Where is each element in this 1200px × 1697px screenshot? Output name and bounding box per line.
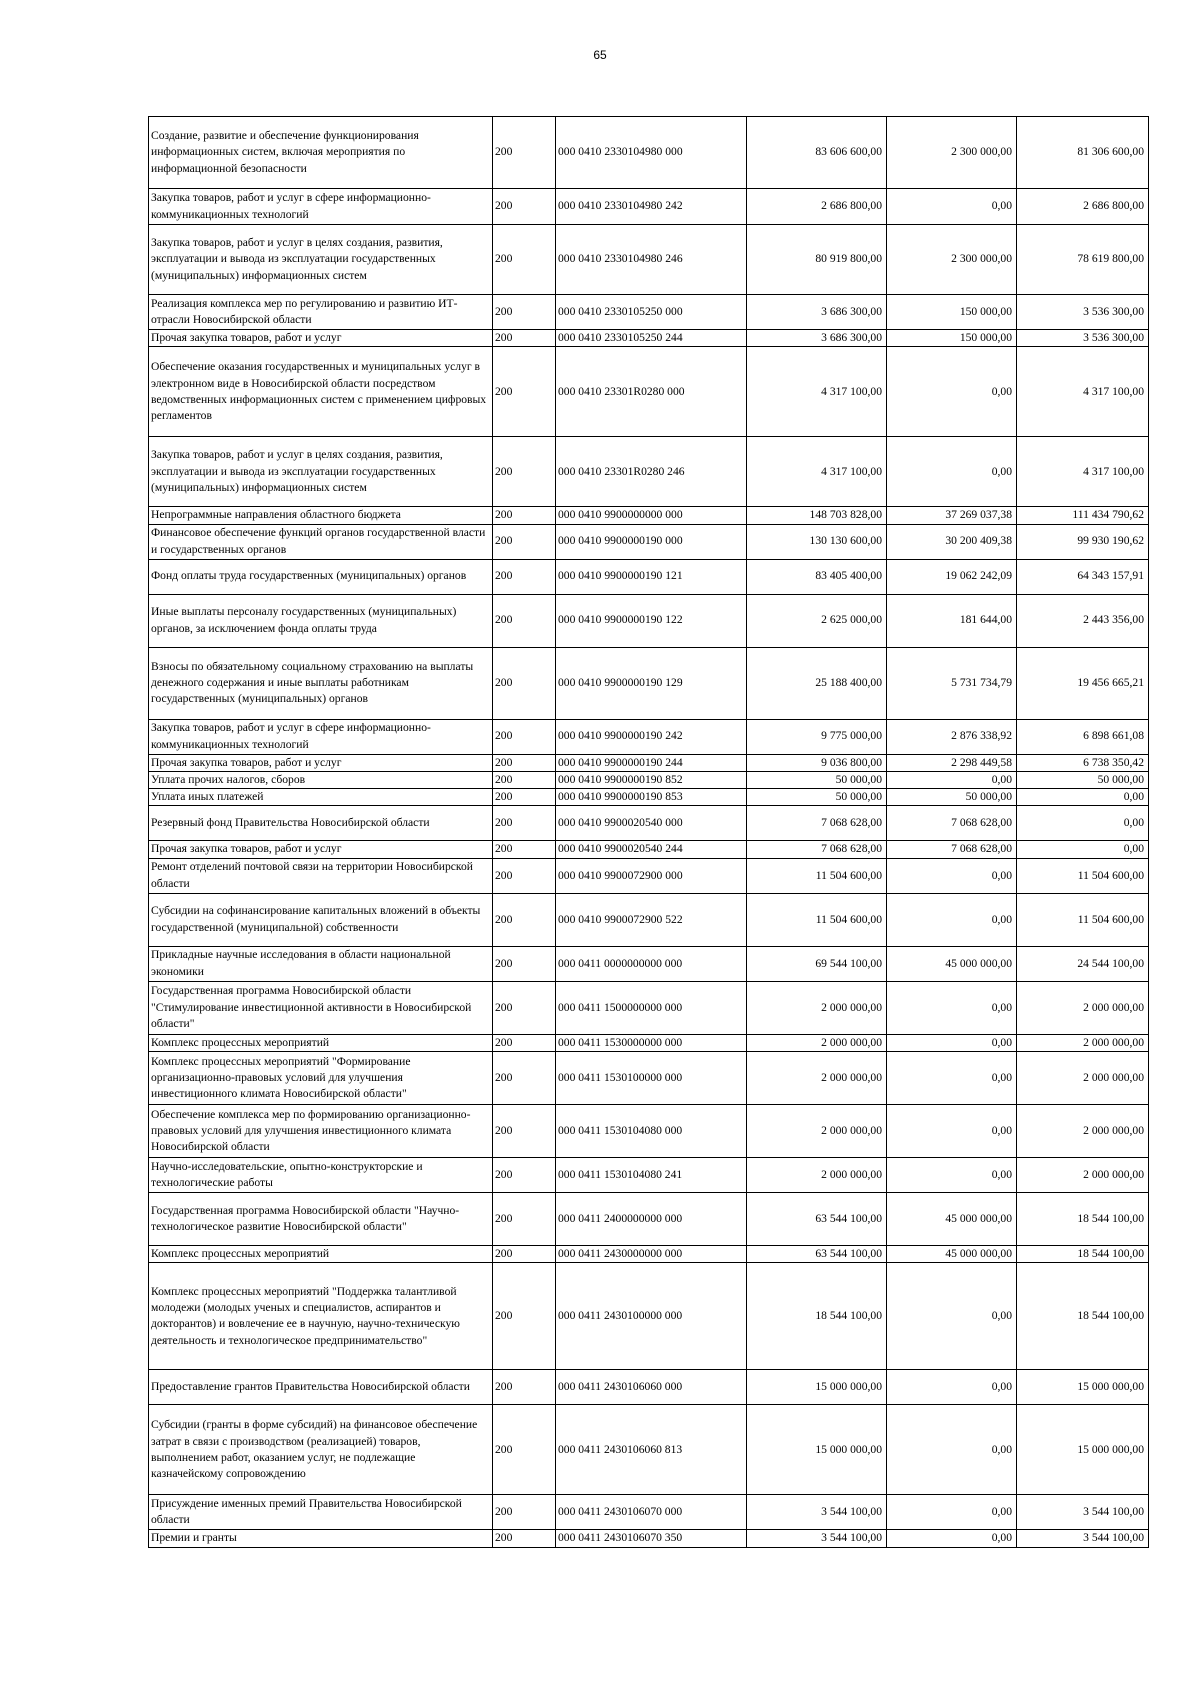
unexecuted-amount-cell: 3 536 300,00 xyxy=(1017,330,1149,347)
table-row xyxy=(149,771,1149,788)
classification-code-cell: 000 0410 9900072900 000 xyxy=(556,858,747,893)
classification-code-cell: 000 0410 9900000190 000 xyxy=(556,524,747,559)
table-row xyxy=(149,1193,1149,1246)
approved-amount-cell: 148 703 828,00 xyxy=(747,507,887,524)
approved-amount-cell: 2 000 000,00 xyxy=(747,1105,887,1158)
classification-code-cell: 000 0411 2430106060 000 xyxy=(556,1370,747,1405)
executed-amount-cell: 150 000,00 xyxy=(887,295,1017,330)
executed-amount-cell: 0,00 xyxy=(887,189,1017,225)
line-code-cell: 200 xyxy=(493,507,556,524)
table-row xyxy=(149,1158,1149,1193)
approved-amount-cell: 15 000 000,00 xyxy=(747,1405,887,1495)
classification-code-cell: 000 0410 9900000190 122 xyxy=(556,594,747,647)
table-row xyxy=(149,1405,1149,1495)
approved-amount-cell: 7 068 628,00 xyxy=(747,841,887,858)
approved-amount-cell: 130 130 600,00 xyxy=(747,524,887,559)
table-row xyxy=(149,117,1149,189)
approved-amount-cell: 63 544 100,00 xyxy=(747,1193,887,1246)
approved-amount-cell: 9 036 800,00 xyxy=(747,754,887,771)
classification-code-cell: 000 0410 2330105250 000 xyxy=(556,295,747,330)
executed-amount-cell: 19 062 242,09 xyxy=(887,559,1017,594)
classification-code-cell: 000 0410 2330104980 246 xyxy=(556,225,747,295)
table-row xyxy=(149,841,1149,858)
expense-name-cell: Прочая закупка товаров, работ и услуг xyxy=(149,841,493,858)
table-row xyxy=(149,893,1149,946)
executed-amount-cell: 0,00 xyxy=(887,1370,1017,1405)
classification-code-cell: 000 0410 2330105250 244 xyxy=(556,330,747,347)
unexecuted-amount-cell: 3 544 100,00 xyxy=(1017,1530,1149,1547)
classification-code-cell: 000 0411 2430100000 000 xyxy=(556,1263,747,1370)
classification-code-cell: 000 0410 9900000190 853 xyxy=(556,789,747,806)
executed-amount-cell: 0,00 xyxy=(887,1405,1017,1495)
executed-amount-cell: 2 300 000,00 xyxy=(887,117,1017,189)
classification-code-cell: 000 0410 9900000190 852 xyxy=(556,771,747,788)
table-row xyxy=(149,647,1149,719)
line-code-cell: 200 xyxy=(493,806,556,841)
executed-amount-cell: 45 000 000,00 xyxy=(887,1193,1017,1246)
line-code-cell: 200 xyxy=(493,1052,556,1105)
unexecuted-amount-cell: 4 317 100,00 xyxy=(1017,347,1149,437)
classification-code-cell: 000 0410 9900020540 000 xyxy=(556,806,747,841)
unexecuted-amount-cell: 4 317 100,00 xyxy=(1017,437,1149,507)
unexecuted-amount-cell: 3 544 100,00 xyxy=(1017,1495,1149,1530)
expense-name-cell: Государственная программа Новосибирской области "Научно-технологическое развитие Новосибирской области" xyxy=(149,1193,493,1246)
approved-amount-cell: 4 317 100,00 xyxy=(747,437,887,507)
expense-name-cell: Прочая закупка товаров, работ и услуг xyxy=(149,330,493,347)
approved-amount-cell: 50 000,00 xyxy=(747,789,887,806)
classification-code-cell: 000 0411 1500000000 000 xyxy=(556,981,747,1034)
unexecuted-amount-cell: 2 000 000,00 xyxy=(1017,1052,1149,1105)
table-row xyxy=(149,507,1149,524)
unexecuted-amount-cell: 11 504 600,00 xyxy=(1017,858,1149,893)
line-code-cell: 200 xyxy=(493,594,556,647)
line-code-cell: 200 xyxy=(493,524,556,559)
expense-name-cell: Ремонт отделений почтовой связи на территории Новосибирской области xyxy=(149,858,493,893)
approved-amount-cell: 50 000,00 xyxy=(747,771,887,788)
executed-amount-cell: 30 200 409,38 xyxy=(887,524,1017,559)
executed-amount-cell: 2 300 000,00 xyxy=(887,225,1017,295)
unexecuted-amount-cell: 2 000 000,00 xyxy=(1017,981,1149,1034)
expense-name-cell: Обеспечение оказания государственных и муниципальных услуг в электронном виде в Новосибирской области посредством ведомственных информационных систем с применением цифровых регламентов xyxy=(149,347,493,437)
classification-code-cell: 000 0410 9900000190 129 xyxy=(556,647,747,719)
executed-amount-cell: 7 068 628,00 xyxy=(887,841,1017,858)
table-row xyxy=(149,559,1149,594)
expense-name-cell: Научно-исследовательские, опытно-конструкторские и технологические работы xyxy=(149,1158,493,1193)
classification-code-cell: 000 0410 9900000190 121 xyxy=(556,559,747,594)
table-row xyxy=(149,1370,1149,1405)
line-code-cell: 200 xyxy=(493,771,556,788)
table-row xyxy=(149,789,1149,806)
expense-name-cell: Комплекс процессных мероприятий xyxy=(149,1034,493,1051)
line-code-cell: 200 xyxy=(493,858,556,893)
unexecuted-amount-cell: 81 306 600,00 xyxy=(1017,117,1149,189)
expense-name-cell: Прочая закупка товаров, работ и услуг xyxy=(149,754,493,771)
expense-name-cell: Уплата прочих налогов, сборов xyxy=(149,771,493,788)
unexecuted-amount-cell: 2 000 000,00 xyxy=(1017,1034,1149,1051)
expense-name-cell: Премии и гранты xyxy=(149,1530,493,1547)
line-code-cell: 200 xyxy=(493,1263,556,1370)
line-code-cell: 200 xyxy=(493,1370,556,1405)
executed-amount-cell: 0,00 xyxy=(887,1105,1017,1158)
approved-amount-cell: 2 625 000,00 xyxy=(747,594,887,647)
line-code-cell: 200 xyxy=(493,225,556,295)
table-row xyxy=(149,225,1149,295)
approved-amount-cell: 2 000 000,00 xyxy=(747,1158,887,1193)
line-code-cell: 200 xyxy=(493,1034,556,1051)
table-row xyxy=(149,1495,1149,1530)
classification-code-cell: 000 0410 9900000190 244 xyxy=(556,754,747,771)
line-code-cell: 200 xyxy=(493,1246,556,1263)
approved-amount-cell: 9 775 000,00 xyxy=(747,719,887,754)
expense-name-cell: Взносы по обязательному социальному страхованию на выплаты денежного содержания и иные выплаты работникам государственных (муниципальных) органов xyxy=(149,647,493,719)
expense-name-cell: Иные выплаты персоналу государственных (муниципальных) органов, за исключением фонда оплаты труда xyxy=(149,594,493,647)
executed-amount-cell: 2 876 338,92 xyxy=(887,719,1017,754)
executed-amount-cell: 0,00 xyxy=(887,1263,1017,1370)
unexecuted-amount-cell: 15 000 000,00 xyxy=(1017,1370,1149,1405)
expense-name-cell: Прикладные научные исследования в области национальной экономики xyxy=(149,946,493,981)
classification-code-cell: 000 0410 9900072900 522 xyxy=(556,893,747,946)
table-row xyxy=(149,437,1149,507)
classification-code-cell: 000 0411 2430000000 000 xyxy=(556,1246,747,1263)
expense-name-cell: Закупка товаров, работ и услуг в целях создания, развития, эксплуатации и вывода из эксплуатации государственных (муниципальных) информационных систем xyxy=(149,225,493,295)
approved-amount-cell: 7 068 628,00 xyxy=(747,806,887,841)
expense-name-cell: Государственная программа Новосибирской области "Стимулирование инвестиционной активности в Новосибирской области" xyxy=(149,981,493,1034)
unexecuted-amount-cell: 11 504 600,00 xyxy=(1017,893,1149,946)
expense-name-cell: Создание, развитие и обеспечение функционирования информационных систем, включая мероприятия по информационной безопасности xyxy=(149,117,493,189)
unexecuted-amount-cell: 2 443 356,00 xyxy=(1017,594,1149,647)
executed-amount-cell: 0,00 xyxy=(887,981,1017,1034)
unexecuted-amount-cell: 2 000 000,00 xyxy=(1017,1158,1149,1193)
classification-code-cell: 000 0411 2430106070 000 xyxy=(556,1495,747,1530)
line-code-cell: 200 xyxy=(493,1158,556,1193)
unexecuted-amount-cell: 64 343 157,91 xyxy=(1017,559,1149,594)
table-row xyxy=(149,1530,1149,1547)
executed-amount-cell: 0,00 xyxy=(887,1158,1017,1193)
executed-amount-cell: 50 000,00 xyxy=(887,789,1017,806)
line-code-cell: 200 xyxy=(493,295,556,330)
classification-code-cell: 000 0411 0000000000 000 xyxy=(556,946,747,981)
classification-code-cell: 000 0411 1530104080 000 xyxy=(556,1105,747,1158)
approved-amount-cell: 15 000 000,00 xyxy=(747,1370,887,1405)
table-row xyxy=(149,1034,1149,1051)
line-code-cell: 200 xyxy=(493,754,556,771)
executed-amount-cell: 45 000 000,00 xyxy=(887,1246,1017,1263)
line-code-cell: 200 xyxy=(493,1193,556,1246)
page-number: 65 xyxy=(593,48,607,62)
unexecuted-amount-cell: 0,00 xyxy=(1017,806,1149,841)
executed-amount-cell: 0,00 xyxy=(887,347,1017,437)
budget-execution-table xyxy=(148,116,1149,1548)
expense-name-cell: Непрограммные направления областного бюджета xyxy=(149,507,493,524)
unexecuted-amount-cell: 18 544 100,00 xyxy=(1017,1246,1149,1263)
expense-name-cell: Уплата иных платежей xyxy=(149,789,493,806)
approved-amount-cell: 2 000 000,00 xyxy=(747,1034,887,1051)
classification-code-cell: 000 0410 9900000190 242 xyxy=(556,719,747,754)
approved-amount-cell: 3 686 300,00 xyxy=(747,330,887,347)
executed-amount-cell: 0,00 xyxy=(887,1495,1017,1530)
line-code-cell: 200 xyxy=(493,946,556,981)
line-code-cell: 200 xyxy=(493,330,556,347)
classification-code-cell: 000 0411 1530104080 241 xyxy=(556,1158,747,1193)
table-body xyxy=(149,117,1149,1548)
expense-name-cell: Закупка товаров, работ и услуг в сфере информационно-коммуникационных технологий xyxy=(149,719,493,754)
approved-amount-cell: 4 317 100,00 xyxy=(747,347,887,437)
classification-code-cell: 000 0410 2330104980 242 xyxy=(556,189,747,225)
unexecuted-amount-cell: 50 000,00 xyxy=(1017,771,1149,788)
line-code-cell: 200 xyxy=(493,789,556,806)
classification-code-cell: 000 0411 2430106060 813 xyxy=(556,1405,747,1495)
line-code-cell: 200 xyxy=(493,1495,556,1530)
approved-amount-cell: 18 544 100,00 xyxy=(747,1263,887,1370)
executed-amount-cell: 150 000,00 xyxy=(887,330,1017,347)
executed-amount-cell: 0,00 xyxy=(887,1530,1017,1547)
executed-amount-cell: 0,00 xyxy=(887,1034,1017,1051)
expense-name-cell: Финансовое обеспечение функций органов государственной власти и государственных органов xyxy=(149,524,493,559)
expense-name-cell: Комплекс процессных мероприятий "Поддержка талантливой молодежи (молодых ученых и специалистов, аспирантов и докторантов) и вовлечение ее в научную, научно-техническую деятельность и технологическое предпринимательство" xyxy=(149,1263,493,1370)
line-code-cell: 200 xyxy=(493,559,556,594)
expense-name-cell: Резервный фонд Правительства Новосибирской области xyxy=(149,806,493,841)
approved-amount-cell: 63 544 100,00 xyxy=(747,1246,887,1263)
table-row xyxy=(149,981,1149,1034)
table-row xyxy=(149,754,1149,771)
table-row xyxy=(149,806,1149,841)
expense-name-cell: Обеспечение комплекса мер по формированию организационно-правовых условий для улучшения инвестиционного климата Новосибирской области xyxy=(149,1105,493,1158)
executed-amount-cell: 5 731 734,79 xyxy=(887,647,1017,719)
expense-name-cell: Комплекс процессных мероприятий xyxy=(149,1246,493,1263)
unexecuted-amount-cell: 0,00 xyxy=(1017,841,1149,858)
approved-amount-cell: 11 504 600,00 xyxy=(747,893,887,946)
approved-amount-cell: 3 544 100,00 xyxy=(747,1495,887,1530)
approved-amount-cell: 83 606 600,00 xyxy=(747,117,887,189)
table-row xyxy=(149,330,1149,347)
line-code-cell: 200 xyxy=(493,1105,556,1158)
classification-code-cell: 000 0410 23301R0280 246 xyxy=(556,437,747,507)
expense-name-cell: Комплекс процессных мероприятий "Формирование организационно-правовых условий для улучшения инвестиционного климата Новосибирской области" xyxy=(149,1052,493,1105)
approved-amount-cell: 25 188 400,00 xyxy=(747,647,887,719)
classification-code-cell: 000 0411 2400000000 000 xyxy=(556,1193,747,1246)
approved-amount-cell: 2 000 000,00 xyxy=(747,981,887,1034)
classification-code-cell: 000 0410 2330104980 000 xyxy=(556,117,747,189)
unexecuted-amount-cell: 24 544 100,00 xyxy=(1017,946,1149,981)
table-row xyxy=(149,189,1149,225)
unexecuted-amount-cell: 3 536 300,00 xyxy=(1017,295,1149,330)
classification-code-cell: 000 0411 1530000000 000 xyxy=(556,1034,747,1051)
expense-name-cell: Субсидии на софинансирование капитальных вложений в объекты государственной (муниципальной) собственности xyxy=(149,893,493,946)
line-code-cell: 200 xyxy=(493,117,556,189)
expense-name-cell: Закупка товаров, работ и услуг в целях создания, развития, эксплуатации и вывода из эксплуатации государственных (муниципальных) информационных систем xyxy=(149,437,493,507)
table-row xyxy=(149,347,1149,437)
unexecuted-amount-cell: 111 434 790,62 xyxy=(1017,507,1149,524)
expense-name-cell: Реализация комплекса мер по регулированию и развитию ИТ-отрасли Новосибирской области xyxy=(149,295,493,330)
approved-amount-cell: 69 544 100,00 xyxy=(747,946,887,981)
table-row xyxy=(149,295,1149,330)
line-code-cell: 200 xyxy=(493,347,556,437)
executed-amount-cell: 0,00 xyxy=(887,893,1017,946)
line-code-cell: 200 xyxy=(493,437,556,507)
executed-amount-cell: 0,00 xyxy=(887,858,1017,893)
expense-name-cell: Предоставление грантов Правительства Новосибирской области xyxy=(149,1370,493,1405)
table-row xyxy=(149,594,1149,647)
expense-name-cell: Субсидии (гранты в форме субсидий) на финансовое обеспечение затрат в связи с производством (реализацией) товаров, выполнением работ, оказанием услуг, не подлежащие казначейскому сопровождению xyxy=(149,1405,493,1495)
unexecuted-amount-cell: 15 000 000,00 xyxy=(1017,1405,1149,1495)
approved-amount-cell: 3 686 300,00 xyxy=(747,295,887,330)
table-row xyxy=(149,1263,1149,1370)
classification-code-cell: 000 0410 23301R0280 000 xyxy=(556,347,747,437)
table-row xyxy=(149,1052,1149,1105)
executed-amount-cell: 0,00 xyxy=(887,771,1017,788)
line-code-cell: 200 xyxy=(493,719,556,754)
classification-code-cell: 000 0410 9900020540 244 xyxy=(556,841,747,858)
table-row xyxy=(149,1105,1149,1158)
table-row xyxy=(149,946,1149,981)
unexecuted-amount-cell: 99 930 190,62 xyxy=(1017,524,1149,559)
executed-amount-cell: 0,00 xyxy=(887,1052,1017,1105)
line-code-cell: 200 xyxy=(493,981,556,1034)
unexecuted-amount-cell: 18 544 100,00 xyxy=(1017,1263,1149,1370)
executed-amount-cell: 7 068 628,00 xyxy=(887,806,1017,841)
approved-amount-cell: 2 000 000,00 xyxy=(747,1052,887,1105)
unexecuted-amount-cell: 6 898 661,08 xyxy=(1017,719,1149,754)
unexecuted-amount-cell: 78 619 800,00 xyxy=(1017,225,1149,295)
approved-amount-cell: 11 504 600,00 xyxy=(747,858,887,893)
table-row xyxy=(149,719,1149,754)
unexecuted-amount-cell: 2 000 000,00 xyxy=(1017,1105,1149,1158)
line-code-cell: 200 xyxy=(493,189,556,225)
executed-amount-cell: 37 269 037,38 xyxy=(887,507,1017,524)
executed-amount-cell: 181 644,00 xyxy=(887,594,1017,647)
table-row xyxy=(149,524,1149,559)
classification-code-cell: 000 0411 2430106070 350 xyxy=(556,1530,747,1547)
unexecuted-amount-cell: 18 544 100,00 xyxy=(1017,1193,1149,1246)
line-code-cell: 200 xyxy=(493,841,556,858)
expense-name-cell: Фонд оплаты труда государственных (муниципальных) органов xyxy=(149,559,493,594)
line-code-cell: 200 xyxy=(493,1405,556,1495)
expense-name-cell: Закупка товаров, работ и услуг в сфере информационно-коммуникационных технологий xyxy=(149,189,493,225)
unexecuted-amount-cell: 19 456 665,21 xyxy=(1017,647,1149,719)
table-row xyxy=(149,858,1149,893)
unexecuted-amount-cell: 6 738 350,42 xyxy=(1017,754,1149,771)
unexecuted-amount-cell: 0,00 xyxy=(1017,789,1149,806)
line-code-cell: 200 xyxy=(493,893,556,946)
classification-code-cell: 000 0411 1530100000 000 xyxy=(556,1052,747,1105)
line-code-cell: 200 xyxy=(493,647,556,719)
line-code-cell: 200 xyxy=(493,1530,556,1547)
executed-amount-cell: 0,00 xyxy=(887,437,1017,507)
executed-amount-cell: 2 298 449,58 xyxy=(887,754,1017,771)
expense-name-cell: Присуждение именных премий Правительства Новосибирской области xyxy=(149,1495,493,1530)
classification-code-cell: 000 0410 9900000000 000 xyxy=(556,507,747,524)
executed-amount-cell: 45 000 000,00 xyxy=(887,946,1017,981)
unexecuted-amount-cell: 2 686 800,00 xyxy=(1017,189,1149,225)
approved-amount-cell: 2 686 800,00 xyxy=(747,189,887,225)
approved-amount-cell: 80 919 800,00 xyxy=(747,225,887,295)
approved-amount-cell: 83 405 400,00 xyxy=(747,559,887,594)
table-row xyxy=(149,1246,1149,1263)
approved-amount-cell: 3 544 100,00 xyxy=(747,1530,887,1547)
